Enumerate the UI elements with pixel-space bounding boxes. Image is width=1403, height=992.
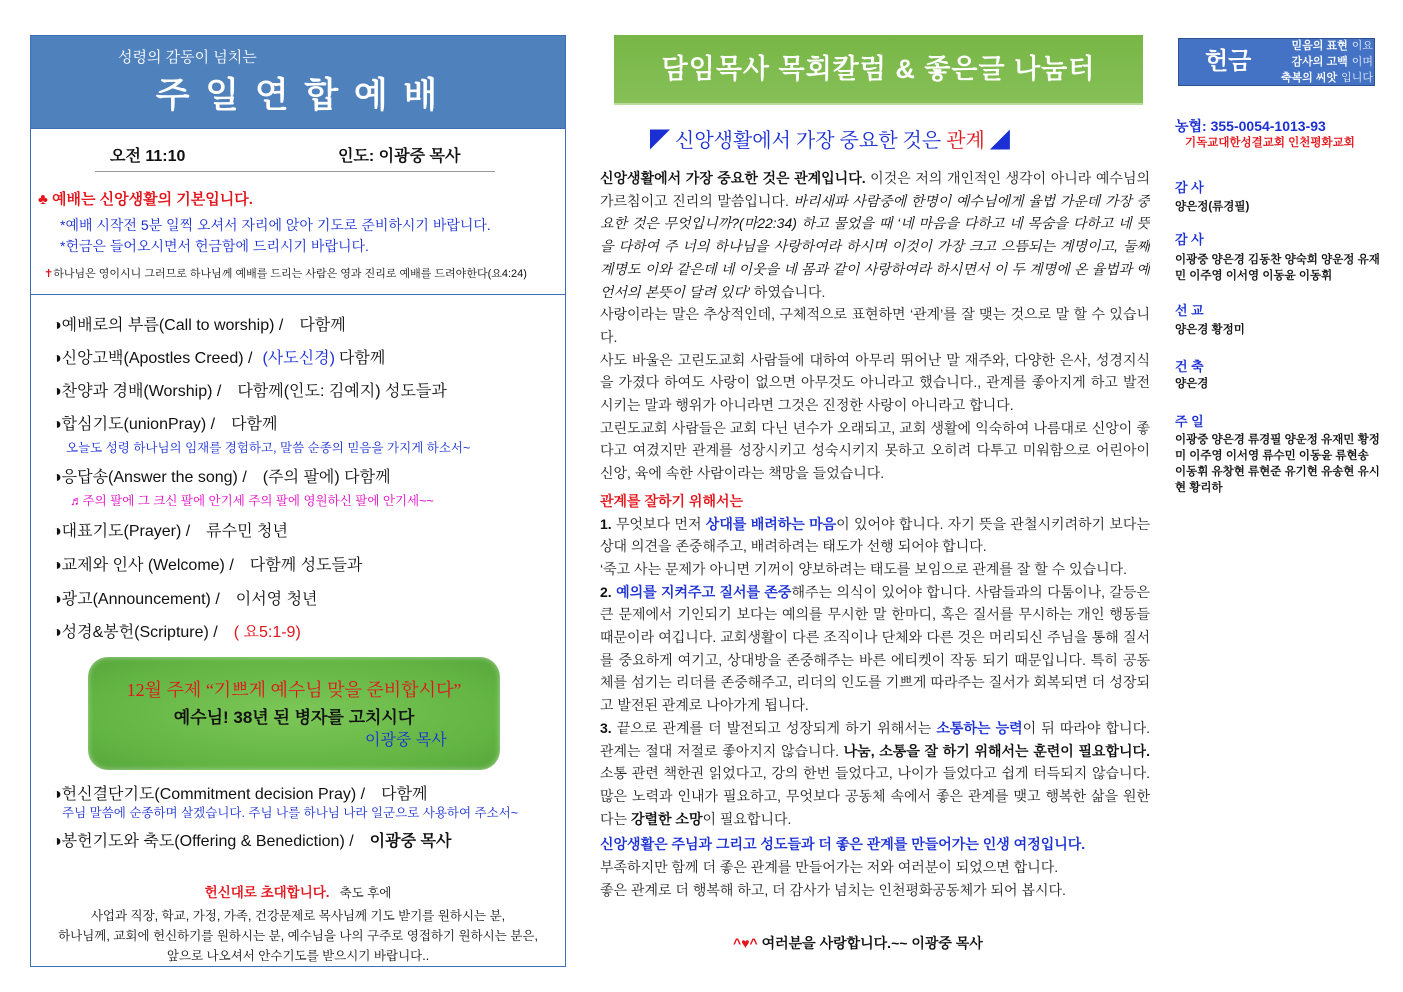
- sermon-theme: 12월 주제 “기쁘게 예수님 맞을 준비합시다”: [126, 680, 462, 700]
- order-item-role: 류수민 청년: [206, 523, 288, 540]
- notice-heading: [38, 190, 253, 210]
- scripture-verse: [44, 265, 527, 283]
- order-item-role: 다함께: [338, 350, 386, 367]
- order-item-role: (주의 팔에) 다함께: [262, 469, 391, 486]
- section-divider: [30, 294, 565, 295]
- point-keyword: 상대를 배려하는 마음: [705, 515, 837, 532]
- worship-time: 오전 11:10: [110, 148, 186, 165]
- notice-heading-text: 예배는 신앙생활의 기본입니다.: [47, 191, 253, 208]
- offering-tag-strong: 축복의 씨앗: [1280, 72, 1338, 84]
- order-item-name: 헌신결단기도(Commitment decision Pray) /: [61, 786, 366, 803]
- invitation-title: 헌신대로 초대합니다.: [204, 885, 330, 900]
- column-text: 무엇보다 먼저: [611, 515, 706, 532]
- point-number: 3.: [600, 719, 612, 736]
- column-body: [600, 167, 1150, 927]
- column-title: [650, 128, 1010, 154]
- order-item-name: 봉헌기도와 축도(Offering & Benediction) /: [61, 833, 354, 850]
- order-item: [52, 590, 318, 610]
- offering-tagline: [1255, 38, 1373, 86]
- order-item-role: 이광중 목사: [369, 833, 452, 850]
- column-title-text: 신앙생활에서 가장 중요한 것은: [675, 130, 942, 152]
- heart-icon: ♥: [741, 935, 750, 951]
- order-item: [52, 415, 277, 435]
- column-lead-sentence: 신앙생활에서 가장 중요한 것은 관계입니다.: [600, 170, 866, 186]
- offering-tag: [1255, 38, 1373, 54]
- bullet-icon: ◑: [52, 833, 62, 850]
- column-point: [600, 581, 1150, 717]
- triangle-right-icon: ◢: [989, 130, 1010, 152]
- order-item: [52, 556, 362, 576]
- offering-group-names: 이광중 양은경 류경필 양운정 유재민 황정미 이주영 이서영 류수민 이동윤 류현송 이동휘 유창현 류현준 유기현 유송현 유시현 황리하: [1175, 434, 1380, 494]
- offering-group-label: 건 축: [1175, 359, 1204, 374]
- column-text: 소통 관련 책한권 읽었다고, 강의 한번 들었다고, 나이가 들었다고 쉽게 터득되지 않습니다. 많은 노력과 인내가 필요하고, 무엇보다 공동체 속에서 좋은 관계를 맺고 행복한 삶을 원한다는: [600, 765, 1150, 827]
- order-item-name: 신앙고백(Apostles Creed) /: [61, 350, 253, 367]
- order-item-prayer-text: 오늘도 성령 하나님의 임재를 경험하고, 말씀 순종의 믿음을 가지게 하소서~: [66, 441, 471, 455]
- column-point: [600, 717, 1150, 831]
- column-point: [600, 513, 1150, 558]
- caret-left: ^: [733, 935, 742, 951]
- bullet-icon: ◑: [52, 591, 62, 608]
- order-item-role: 다함께: [231, 416, 278, 433]
- order-item-role: 다함께: [299, 317, 346, 334]
- column-conclusion: 신앙생활은 주님과 그리고 성도들과 더 좋은 관계를 만들어가는 인생 여정입니다.: [600, 836, 1086, 853]
- invitation-line: 앞으로 나오셔서 안수기도를 받으시기 바랍니다..: [166, 949, 430, 963]
- column-header: 담임목사 목회칼럼 & 좋은글 나눔터: [614, 35, 1143, 105]
- offering-tag-rest: 이요: [1351, 40, 1373, 52]
- sermon-preacher: 이광중 목사: [365, 732, 447, 749]
- order-item-name: 광고(Announcement) /: [61, 591, 220, 608]
- worship-title: 주 일 연 합 예 배: [155, 76, 441, 115]
- offering-tag: [1255, 54, 1373, 70]
- offering-group-names: 이광중 양은경 김동찬 양숙희 양운정 유재민 이주영 이서영 이동윤 이동휘: [1175, 254, 1380, 282]
- bullet-icon: ◑: [52, 523, 62, 540]
- order-item: [52, 316, 346, 336]
- order-item-song-lyrics: ♬주의 팔에 그 크신 팔에 안기세 주의 팔에 영원하신 팔에 안기세~~: [70, 494, 434, 508]
- bullet-icon: ◑: [52, 557, 62, 574]
- column-paragraph: [600, 167, 1150, 303]
- bullet-icon: ◑: [52, 416, 62, 433]
- order-item-prayer-text: 주님 말씀에 순종하며 살겠습니다. 주님 나를 하나님 나라 일군으로 사용하여 주소서~: [62, 806, 519, 820]
- bullet-icon: ◑: [52, 469, 62, 486]
- point-keyword: 예의를 지켜주고 질서를 존중: [616, 583, 792, 600]
- order-item-name: 찬양과 경배(Worship) /: [61, 383, 222, 400]
- offering-group-names: 양은정(류경필): [1175, 201, 1250, 213]
- column-scripture-quote: 바리새파 사람중에 한명이 예수님에게 율법 가운데 가장 중요한 것은 무엇입니까?(마22:34) 하고 물었을 때 ‘네 마음을 다하고 네 목숨을 다하고 네 뜻을 다하여 주 너의 하나님을 사랑하여라 하시며 이것이 가장 크고 으뜸되는 계명이고, 둘째 계명도 이와 같은데 네 이웃을 네 몸과 같이 사랑하여라 하시면서 이 두 계명에 온 율법과 예언서의 본뜻이 달려 있다’: [600, 192, 1150, 300]
- order-item-name: 교제와 인사 (Welcome) /: [61, 557, 234, 574]
- offering-tag-strong: 믿음의 표현: [1291, 40, 1348, 52]
- invitation-line: 사업과 직장, 학교, 가정, 가족, 건강문제로 목사님께 기도 받기를 원하시는 분,: [90, 909, 506, 923]
- worship-subtitle: 성령의 감동이 넘치는: [118, 49, 257, 66]
- offering-tag-rest: 입니다: [1341, 72, 1373, 84]
- notice-item: *헌금은 들어오시면서 헌금함에 드리시기 바랍니다.: [60, 238, 369, 254]
- order-item-role: 다함께(인도: 김예지) 성도들과: [237, 383, 447, 400]
- offering-tag-strong: 감사의 고백: [1291, 56, 1348, 68]
- column-emphasis: 나눔, 소통을 잘 하기 위해서는 훈련이 필요합니다.: [843, 742, 1150, 759]
- point-number: 1.: [600, 515, 612, 532]
- scripture-verse-text: 하나님은 영이시니 그러므로 하나님께 예배를 드리는 사람은 영과 진리로 예배를 드려야한다(요4:24): [53, 268, 527, 280]
- order-item-role: 이서영 청년: [235, 591, 318, 608]
- order-item: [52, 522, 288, 542]
- point-number: 2.: [600, 583, 612, 600]
- invitation-line: 하나님께, 교회에 헌신하기를 원하시는 분, 예수님을 나의 구주로 영접하기 원하시는 분은,: [58, 929, 538, 943]
- column-text: 이것은 저의 개인적인 생각이 아니라 예수님의 가르침이고 진리의 말씀입니다.: [600, 170, 1150, 209]
- column-point-note: ‘죽고 사는 문제가 아니면 기꺼이 양보하려는 태도를 보임으로 관계를 잘 할 수 있습니다.: [600, 560, 1128, 577]
- column-text: 이 뒤 따라야 합니다. 관계는 절대 저절로 좋아지지 않습니다.: [600, 719, 1150, 759]
- bullet-icon: ◑: [52, 350, 62, 367]
- order-item-note: (사도신경): [262, 350, 335, 367]
- bank-account: 농협: 355-0054-1013-93: [1175, 118, 1326, 134]
- column-text: 끝으로 관계를 더 발전되고 성장되게 하기 위해서는: [611, 719, 937, 736]
- church-name: 기독교대한성결교회 인천평화교회: [1185, 137, 1355, 149]
- caret-right: ^: [749, 935, 758, 951]
- column-emphasis: 강렬한 소망: [630, 810, 703, 827]
- club-icon: ♣: [38, 191, 48, 208]
- offering-group-label: 감 사: [1175, 232, 1204, 247]
- invitation-timing: 축도 후에: [339, 886, 392, 900]
- signoff-text: 여러분을 사랑합니다.~~ 이광중 목사: [757, 935, 983, 951]
- column-text: 해주는 의식이 있어야 합니다. 사람들과의 다툼이나, 갈등은 큰 문제에서 기인되기 보다는 예의를 무시한 말 한마디, 혹은 질서를 무시하는 개인 행동들 때문이라 여깁니다. 교회생활이 다른 조직이나 단체와 다른 것은 머리되신 주님을 통해 질서를 중요하게 여기고, 상대방을 존중해주는 바른 에티켓이 작동 되기 때문입니다. 특히 공동체를 섬기는 리더를 존중해주고, 리더의 인도를 기쁘게 따라주는 질서가 회복되면 더 성장되고 발전된 관계로 나아가게 됩니다.: [600, 583, 1150, 714]
- order-item-name: 응답송(Answer the song) /: [61, 469, 247, 486]
- offering-group-label: 감 사: [1175, 180, 1204, 195]
- order-item-role: 다함께 성도들과: [249, 557, 363, 574]
- order-item-role: 다함께: [381, 786, 428, 803]
- column-title-highlight: 관계: [946, 130, 985, 152]
- order-item: [52, 349, 385, 369]
- triangle-left-icon: ◤: [650, 130, 670, 152]
- bullet-icon: ◑: [52, 786, 62, 803]
- time-row-underline: [95, 171, 495, 172]
- point-keyword: 소통하는 능력: [936, 719, 1023, 736]
- column-closing: 부족하지만 함께 더 좋은 관계를 만들어가는 저와 여러분이 되었으면 합니다.: [600, 859, 1059, 876]
- bullet-icon: ◑: [52, 317, 62, 334]
- worship-leader: 인도: 이광중 목사: [338, 148, 461, 165]
- bullet-icon: ◑: [52, 624, 62, 641]
- order-item-name: 합심기도(unionPray) /: [61, 416, 216, 433]
- invitation-heading: [31, 883, 565, 903]
- column-paragraph: 고린도교회 사람들은 교회 다닌 년수가 오래되고, 교회 생활에 익숙하여 나름대로 신앙이 좋다고 여겼지만 관계를 성장시키고 성숙시키지 못하고 오히려 다투고 미워함으로 어린아이 신앙, 육에 속한 사람이라는 책망을 들었습니다.: [600, 419, 1150, 482]
- order-item-name: 대표기도(Prayer) /: [61, 523, 191, 540]
- column-text: 이 필요합니다.: [702, 810, 792, 827]
- column-subheading: 관계를 잘하기 위해서는: [600, 492, 744, 509]
- column-paragraph: 사랑이라는 말은 추상적인데, 구체적으로 표현하면 ‘관계’를 잘 맺는 것으로 말 할 수 있습니다.: [600, 306, 1150, 345]
- notice-item: *예배 시작전 5분 일찍 오셔서 자리에 앉아 기도로 준비하시기 바랍니다.: [60, 217, 491, 233]
- offering-tag: [1255, 70, 1373, 86]
- sermon-title: 예수님! 38년 된 병자를 고치시다: [173, 708, 415, 727]
- bullet-icon: ◑: [52, 383, 62, 400]
- column-text: 이 있어야 합니다. 자기 뜻을 관철시키려하기 보다는 상대 의견을 존중해주고, 배려하려는 태도가 선행 되어야 합니다.: [600, 515, 1150, 555]
- order-item: [52, 832, 451, 852]
- order-item-name: 성경&봉헌(Scripture) /: [61, 624, 218, 641]
- column-signoff: [733, 933, 983, 953]
- offering-group-names: 양은경: [1175, 378, 1209, 390]
- order-item: [52, 623, 301, 643]
- offering-group-names: 양은경 황정미: [1175, 324, 1245, 336]
- order-item: [52, 382, 447, 402]
- offering-group-label: 선 교: [1175, 303, 1204, 318]
- offering-title: 헌금: [1205, 48, 1252, 75]
- column-text: 하였습니다.: [750, 283, 826, 300]
- order-item-name: 예배로의 부름(Call to worship) /: [61, 317, 284, 334]
- order-item: [52, 785, 428, 805]
- cross-icon: ✝: [44, 268, 54, 280]
- column-paragraph: 사도 바울은 고린도교회 사람들에 대하여 아무리 뛰어난 말 재주와, 다양한 은사, 성경지식을 가졌다 하여도 사랑이 없으면 아무것도 아니라고 했습니다., 관계를 좋아지게 하고 발전시키는 말과 행위가 아니라면 그것은 진정한 사랑이 아니라고 합니다.: [600, 351, 1150, 414]
- column-closing: 좋은 관계로 더 행복해 하고, 더 감사가 넘치는 인천평화공동체가 되어 봅시다.: [600, 881, 1066, 898]
- order-item: [52, 468, 391, 488]
- order-item-scripture-ref: ( 요5:1-9): [233, 624, 301, 641]
- offering-group-label: 주 일: [1175, 414, 1204, 429]
- offering-tag-rest: 이며: [1351, 56, 1373, 68]
